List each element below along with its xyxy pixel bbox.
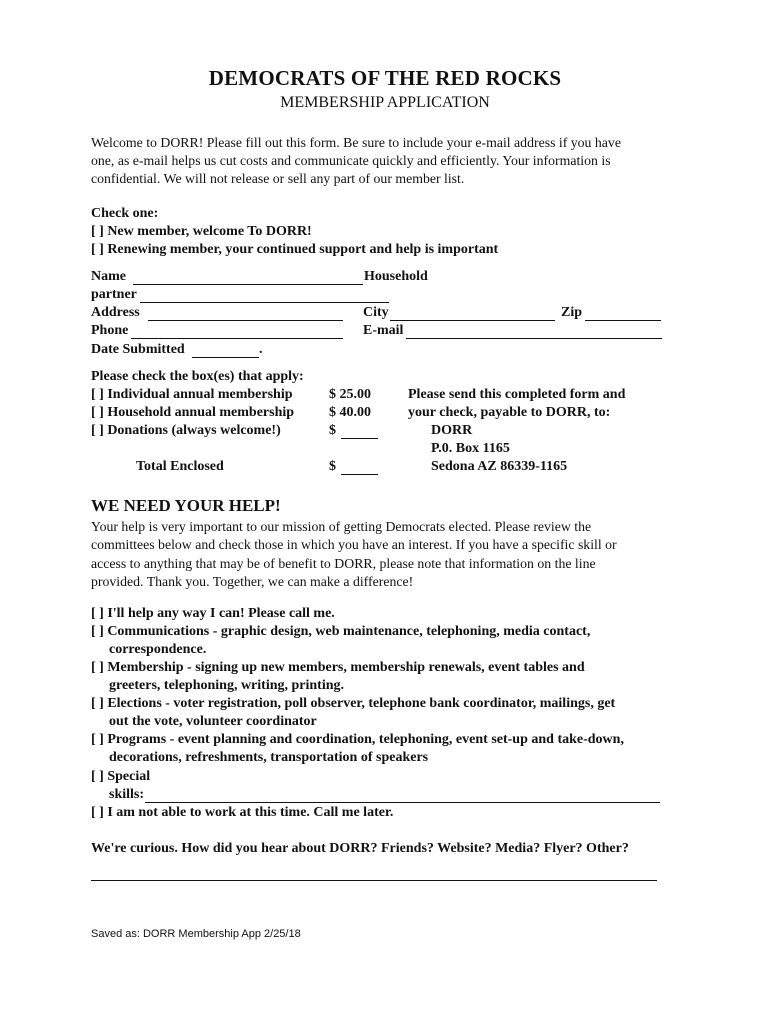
- date-period: .: [259, 342, 263, 357]
- programs-detail: decorations, refreshments, transportation of speakers: [109, 750, 429, 765]
- help-line: provided. Thank you. Together, we can make a difference!: [91, 574, 414, 589]
- mailing-po-box: P.0. Box 1165: [431, 441, 510, 456]
- household-label: Household: [364, 269, 428, 284]
- mailing-instruction: Please send this completed form and: [408, 387, 626, 402]
- email-label: E-mail: [363, 323, 404, 338]
- phone-label: Phone: [91, 323, 129, 338]
- email-field[interactable]: [406, 338, 662, 339]
- membership-heading: Please check the box(es) that apply:: [91, 369, 304, 384]
- communications-checkbox[interactable]: [ ] Communications - graphic design, web maintenance, telephoning, media contact,: [91, 624, 591, 639]
- date-submitted-label: Date Submitted: [91, 342, 185, 357]
- total-dollar: $: [329, 459, 336, 474]
- address-field[interactable]: [148, 320, 343, 321]
- individual-amount: $ 25.00: [329, 387, 371, 402]
- mailing-instruction: your check, payable to DORR, to:: [408, 405, 611, 420]
- intro-line: confidential. We will not release or sell any part of our member list.: [91, 171, 465, 186]
- zip-label: Zip: [561, 305, 583, 320]
- household-membership-checkbox[interactable]: [ ] Household annual membership: [91, 405, 295, 420]
- name-field[interactable]: [133, 284, 363, 285]
- communications-detail: correspondence.: [109, 642, 207, 657]
- total-amount-field[interactable]: [341, 474, 378, 475]
- mailing-org: DORR: [431, 423, 473, 438]
- check-one-heading: Check one:: [91, 206, 159, 221]
- elections-detail: out the vote, volunteer coordinator: [109, 714, 317, 729]
- membership-checkbox[interactable]: [ ] Membership - signing up new members, membership renewals, event tables and: [91, 660, 585, 675]
- membership-detail: greeters, telephoning, writing, printing.: [109, 678, 345, 693]
- name-label: Name: [91, 269, 126, 284]
- help-heading: WE NEED YOUR HELP!: [91, 496, 281, 515]
- not-able-checkbox[interactable]: [ ] I am not able to work at this time. Call me later.: [91, 805, 394, 820]
- elections-checkbox[interactable]: [ ] Elections - voter registration, poll observer, telephone bank coordinator, mailings, get: [91, 696, 616, 711]
- household-partner-field[interactable]: [140, 302, 389, 303]
- special-skills-label: skills:: [109, 787, 145, 802]
- partner-label: partner: [91, 287, 137, 302]
- new-member-checkbox[interactable]: [ ] New member, welcome To DORR!: [91, 224, 312, 239]
- mailing-city: Sedona AZ 86339-1165: [431, 459, 568, 474]
- help-line: Your help is very important to our mission of getting Democrats elected. Please review the: [91, 519, 592, 534]
- intro-line: one, as e-mail helps us cut costs and communicate quickly and efficiently. Your information is: [91, 153, 611, 168]
- special-skills-field[interactable]: [145, 802, 660, 803]
- donations-amount-field[interactable]: [341, 438, 378, 439]
- help-line: access to anything that may be of benefit to DORR, please note that information on the line: [91, 556, 596, 571]
- date-submitted-field[interactable]: [192, 357, 259, 358]
- donations-dollar: $: [329, 423, 336, 438]
- page-title: DEMOCRATS OF THE RED ROCKS: [208, 66, 562, 90]
- address-label: Address: [91, 305, 140, 320]
- phone-field[interactable]: [131, 338, 343, 339]
- zip-field[interactable]: [585, 320, 661, 321]
- total-enclosed-label: Total Enclosed: [136, 459, 224, 474]
- donations-checkbox[interactable]: [ ] Donations (always welcome!): [91, 423, 281, 438]
- help-line: committees below and check those in which you have an interest. If you have a specific skill or: [91, 537, 617, 552]
- city-field[interactable]: [390, 320, 555, 321]
- saved-as-footer: Saved as: DORR Membership App 2/25/18: [91, 928, 301, 940]
- renewing-member-checkbox[interactable]: [ ] Renewing member, your continued support and help is important: [91, 242, 499, 257]
- intro-line: Welcome to DORR! Please fill out this form. Be sure to include your e-mail address if you have: [91, 135, 621, 150]
- how-did-you-hear-question: We're curious. How did you hear about DORR? Friends? Website? Media? Flyer? Other?: [91, 841, 629, 856]
- individual-membership-checkbox[interactable]: [ ] Individual annual membership: [91, 387, 293, 402]
- page-subtitle: MEMBERSHIP APPLICATION: [280, 94, 490, 111]
- special-skills-checkbox[interactable]: [ ] Special: [91, 769, 151, 784]
- how-did-you-hear-field[interactable]: [91, 880, 657, 881]
- programs-checkbox[interactable]: [ ] Programs - event planning and coordination, telephoning, event set-up and take-down,: [91, 732, 624, 747]
- city-label: City: [363, 305, 389, 320]
- help-any-way-checkbox[interactable]: [ ] I'll help any way I can! Please call me.: [91, 606, 335, 621]
- household-amount: $ 40.00: [329, 405, 371, 420]
